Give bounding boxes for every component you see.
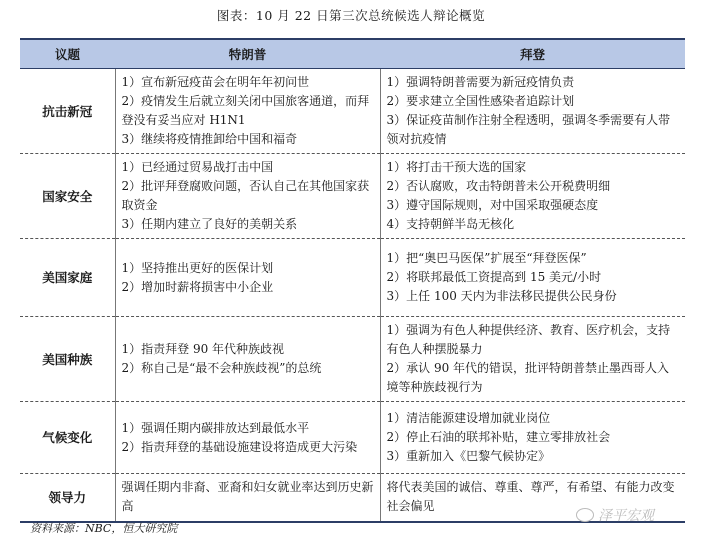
trump-point: 1）强调任期内碳排放达到最低水平 bbox=[121, 420, 310, 435]
trump-point: 1）宣布新冠疫苗会在明年年初问世 bbox=[121, 75, 310, 89]
biden-point: 2）承认 90 年代的错误，批评特朗普禁止墨西哥人入境等种族歧视行为 bbox=[386, 361, 670, 394]
row-trump-points bbox=[115, 402, 380, 474]
trump-point: 2）指责拜登的基础设施建设将造成更大污染 bbox=[121, 439, 358, 454]
row-biden-points bbox=[380, 402, 685, 474]
biden-point: 3）遵守国际规则，对中国采取强硬态度 bbox=[386, 198, 599, 212]
biden-point: 3）上任 100 天内为非法移民提供公民身份 bbox=[386, 289, 617, 303]
header-topic: 议题 bbox=[20, 39, 115, 69]
biden-point: 3）保证疫苗制作注射全程透明，强调冬季需要有人带领对抗疫情 bbox=[386, 113, 671, 146]
source-note: 资料来源：NBC，恒大研究院 bbox=[30, 522, 178, 535]
table-row bbox=[20, 402, 685, 474]
biden-point: 2）否认腐败，攻击特朗普未公开税费明细 bbox=[386, 179, 611, 193]
row-trump-points bbox=[115, 154, 380, 239]
trump-point: 2）疫情发生后就立刻关闭中国旅客通道，而拜登没有妥当应对 H1N1 bbox=[121, 94, 370, 127]
trump-point: 2）批评拜登腐败问题，否认自己在其他国家获取资金 bbox=[121, 179, 370, 212]
biden-point: 2）将联邦最低工资提高到 15 美元/小时 bbox=[386, 270, 602, 284]
table-row bbox=[20, 239, 685, 317]
watermark-text: 泽平宏观 bbox=[598, 508, 654, 524]
row-topic: 国家安全 bbox=[20, 154, 115, 239]
row-biden-points bbox=[380, 317, 685, 402]
wechat-icon bbox=[576, 508, 594, 522]
biden-point: 1）强调特朗普需要为新冠疫情负责 bbox=[386, 75, 575, 89]
table-row bbox=[20, 317, 685, 402]
trump-point: 2）增加时薪将损害中小企业 bbox=[121, 279, 274, 294]
row-trump-points bbox=[115, 317, 380, 402]
row-biden-points bbox=[380, 154, 685, 239]
biden-point: 2）停止石油的联邦补贴，建立零排放社会 bbox=[386, 430, 611, 444]
trump-point: 强调任期内非裔、亚裔和妇女就业率达到历史新高 bbox=[121, 480, 374, 514]
biden-point: 4）支持朝鲜半岛无核化 bbox=[386, 217, 515, 231]
row-trump-points bbox=[115, 69, 380, 154]
row-topic: 领导力 bbox=[20, 474, 115, 522]
row-topic: 美国家庭 bbox=[20, 239, 115, 317]
row-biden-points bbox=[380, 239, 685, 317]
header-row bbox=[20, 39, 685, 69]
biden-point: 2）要求建立全国性感染者追踪计划 bbox=[386, 94, 575, 108]
debate-overview-table bbox=[20, 38, 685, 523]
row-topic: 抗击新冠 bbox=[20, 69, 115, 154]
trump-point: 3）任期内建立了良好的美朝关系 bbox=[121, 217, 298, 231]
table-row bbox=[20, 69, 685, 154]
row-topic: 气候变化 bbox=[20, 402, 115, 474]
biden-point: 1）将打击干预大选的国家 bbox=[386, 160, 527, 174]
header-trump: 特朗普 bbox=[115, 39, 380, 69]
trump-point: 1）坚持推出更好的医保计划 bbox=[121, 260, 274, 275]
watermark bbox=[576, 505, 654, 525]
row-trump-points bbox=[115, 239, 380, 317]
biden-point: 3）重新加入《巴黎气候协定》 bbox=[386, 449, 551, 463]
row-biden-points bbox=[380, 69, 685, 154]
trump-point: 1）已经通过贸易战打击中国 bbox=[121, 160, 274, 174]
trump-point: 1）指责拜登 90 年代种族歧视 bbox=[121, 342, 285, 356]
table-row bbox=[20, 154, 685, 239]
biden-point: 1）清洁能源建设增加就业岗位 bbox=[386, 411, 551, 425]
row-topic: 美国种族 bbox=[20, 317, 115, 402]
biden-point: 1）把“奥巴马医保”扩展至“拜登医保” bbox=[386, 251, 587, 265]
trump-point: 3）继续将疫情推卸给中国和福奇 bbox=[121, 132, 298, 146]
biden-point: 1）强调为有色人种提供经济、教育、医疗机会，支持有色人种摆脱暴力 bbox=[386, 323, 671, 356]
table-title: 图表：10 月 22 日第三次总统候选人辩论概览 bbox=[216, 8, 486, 23]
biden-point: 将代表美国的诚信、尊重、尊严，有希望、有能力改变社会偏见 bbox=[386, 480, 675, 514]
row-trump-points bbox=[115, 474, 380, 522]
header-biden: 拜登 bbox=[380, 39, 685, 69]
trump-point: 2）称自己是“最不会种族歧视”的总统 bbox=[121, 361, 322, 375]
